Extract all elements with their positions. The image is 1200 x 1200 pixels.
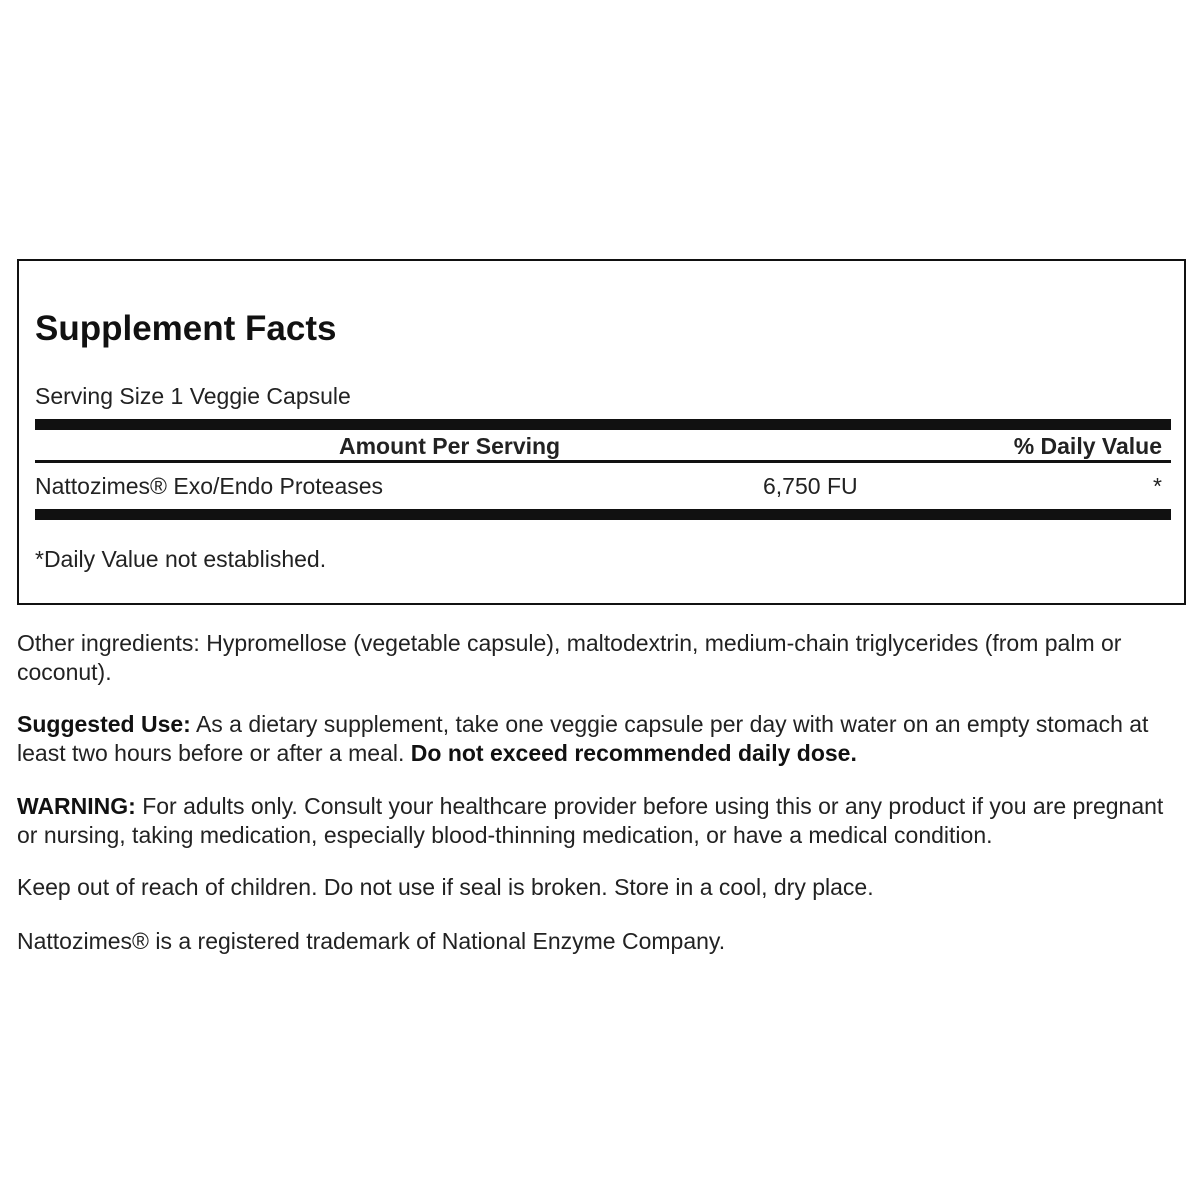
footnote: *Daily Value not established. [35, 546, 327, 572]
storage-instructions: Keep out of reach of children. Do not use if seal is broken. Store in a cool, dry place. [17, 874, 874, 900]
serving-size: Serving Size 1 Veggie Capsule [35, 383, 351, 409]
supplement-facts-panel [17, 259, 1186, 605]
other-ingredients: Other ingredients: Hypromellose (vegetable capsule), maltodextrin, medium-chain triglycerides (from palm or coconut). [17, 630, 1122, 685]
warning-text: For adults only. Consult your healthcare provider before using this or any product if you are pregnant or nursing, taking medication, especially blood-thinning medication, or have a medical condition. [17, 793, 1164, 848]
warning [17, 792, 1177, 850]
thick-divider [35, 419, 1171, 430]
suggested-use-text: As a dietary supplement, take one veggie capsule per day with water on an empty stomach at least two hours before or after a meal. [17, 711, 1149, 766]
trademark-notice: Nattozimes® is a registered trademark of National Enzyme Company. [17, 928, 726, 954]
daily-value-header: % Daily Value [1013, 433, 1162, 459]
thick-divider [35, 509, 1171, 520]
dose-warning: Do not exceed recommended daily dose. [410, 740, 857, 766]
ingredient-amount: 6,750 FU [763, 473, 858, 499]
suggested-use [17, 710, 1177, 768]
panel-title: Supplement Facts [35, 309, 337, 348]
warning-label: WARNING: [17, 793, 136, 819]
suggested-use-label: Suggested Use: [17, 711, 191, 737]
ingredient-dv: * [1153, 473, 1162, 499]
ingredient-name: Nattozimes® Exo/Endo Proteases [35, 473, 384, 499]
amount-per-serving-header: Amount Per Serving [339, 433, 561, 459]
thin-divider [35, 460, 1171, 463]
